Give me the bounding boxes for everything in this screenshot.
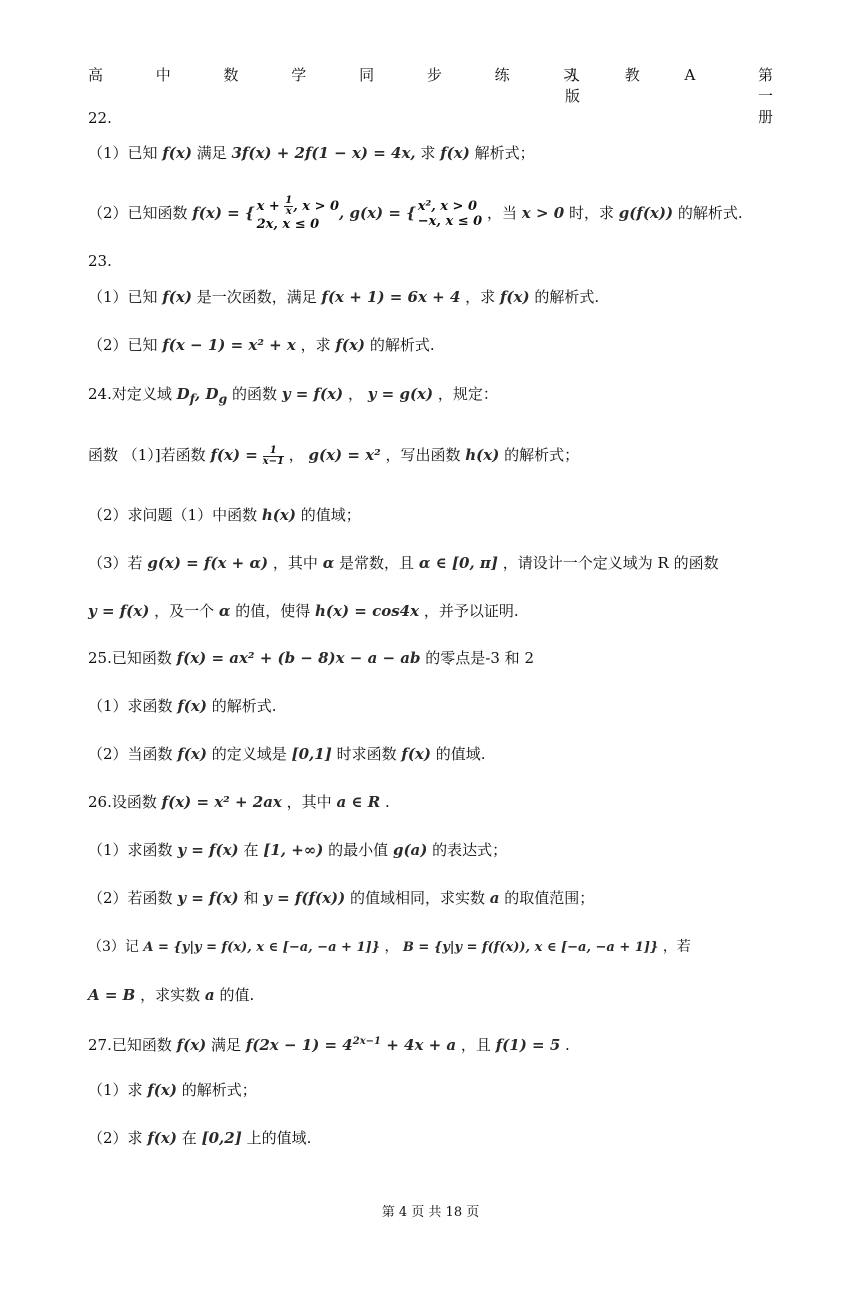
q23-p2-text-c: 的解析式.: [369, 336, 435, 354]
q26-p3-text-a: （3）记: [88, 939, 139, 955]
q26-part3: [88, 936, 691, 959]
q27-math2-tail: + 4x + a: [381, 1036, 457, 1054]
q23-p2-math-1: f(x − 1) = x² + x: [162, 336, 296, 354]
q26-intro-text-c: .: [384, 793, 390, 811]
q24-p3-text-a: （3）若: [88, 554, 143, 572]
q24-domain-sub-f: f: [189, 391, 196, 406]
q24-p3b-math-1: y = f(x): [88, 602, 150, 620]
q24-l2-frac-num: 1: [263, 446, 284, 457]
q26-p3-math-1: A = {y|y = f(x), x ∈ [−a, −a + 1]}: [143, 940, 381, 955]
q24-p2-text-a: （2）求问题（1）中函数: [88, 506, 258, 524]
q26-p1-text-d: 的表达式；: [432, 841, 508, 859]
q24-intro-math-2: y = f(x): [281, 385, 344, 403]
q27-p2-text-c: 上的值域.: [246, 1129, 312, 1147]
q26-p3-math-2: B = {y|y = f(f(x)), x ∈ [−a, −a + 1]}: [402, 940, 659, 955]
q23-number: 23.: [88, 252, 112, 270]
q24-l2-math-2: g(x) = x²: [308, 446, 381, 464]
q22-p2-text-b: ，当: [487, 204, 518, 222]
q25-part2: [88, 743, 486, 765]
q22-p2-text-c: 时，求: [568, 204, 614, 222]
q26-p2-math-2: y = f(f(x)): [263, 889, 346, 907]
q23-part2: [88, 334, 435, 356]
q24-l2-text-a: 函数 （1）]若函数: [88, 446, 206, 464]
q25-intro-math-1: f(x) = ax² + (b − 8)x − a − ab: [176, 649, 421, 667]
q26-p2-text-a: （2）若函数: [88, 889, 173, 907]
q22-number: 22.: [88, 109, 112, 127]
q26-part3-cont: [88, 984, 254, 1006]
q26-p3b-text-a: ，求实数: [140, 986, 201, 1004]
q23-p2-text-b: ，求: [300, 336, 331, 354]
q25-p2-text-a: （2）当函数: [88, 745, 173, 763]
q25-intro: [88, 647, 534, 669]
q26-intro-math-2: a ∈ R: [336, 793, 381, 811]
q24-p3-math-2: α: [322, 554, 335, 572]
q22-p1-text-c: 求: [420, 144, 436, 162]
q23-p1-text-a: （1）已知: [88, 288, 158, 306]
q26-intro-math-1: f(x) = x² + 2ax: [161, 793, 282, 811]
q26-p2-math-1: y = f(x): [177, 889, 239, 907]
q24-part3-cont: [88, 600, 519, 622]
q22-p1-math-2: 3f(x) + 2f(1 − x) = 4x,: [231, 144, 416, 162]
q22-p2-math-g: , g(x) = {: [339, 204, 416, 222]
q24-intro-text-d: ，规定：: [437, 385, 498, 403]
q27-intro-math-1: f(x): [176, 1036, 207, 1054]
q23-p1-math-1: f(x): [162, 288, 192, 306]
q26-p1-text-b: 在: [243, 841, 259, 859]
q25-intro-text-a: 25.已知函数: [88, 649, 172, 667]
q22-f-frac-num: 1: [285, 195, 293, 206]
q24-intro-text-a: 24.对定义域: [88, 385, 172, 403]
header-right: 第 一 册: [758, 66, 794, 126]
q24-l2-frac: [263, 446, 284, 467]
q27-p2-math-2: [0,2]: [201, 1129, 242, 1147]
q23-p1-math-2: f(x + 1) = 6x + 4: [321, 288, 461, 306]
q24-l2-frac-den: x−1: [262, 455, 284, 467]
q22-p2-math-4: g(f(x)): [618, 204, 674, 222]
q27-math2-base: f(2x − 1) = 4: [245, 1036, 353, 1054]
header-left: 高 中 数 学 同 步 练 习: [88, 66, 598, 84]
q22-p2-text-d: 的解析式.: [677, 204, 743, 222]
q22-p1-math-3: f(x): [440, 144, 470, 162]
q27-p1-math-1: f(x): [147, 1081, 177, 1099]
q27-p1-text-a: （1）求: [88, 1081, 143, 1099]
q26-intro-text-a: 26.设函数: [88, 793, 157, 811]
q24-p3-math-3: α ∈ [0, π]: [418, 554, 498, 572]
q24-l2-math-1: f(x) =: [210, 446, 258, 464]
q24-intro-text-c: ，: [347, 385, 363, 403]
q25-p2-math-1: f(x): [177, 745, 207, 763]
q26-p2-text-d: 的取值范围；: [504, 889, 595, 907]
page-footer: 第 4 页 共 18 页: [381, 1205, 480, 1220]
q22-part1: [88, 142, 535, 164]
q26-p3b-math-1: A = B: [88, 986, 136, 1004]
q26-p1-text-c: 的最小值: [328, 841, 389, 859]
q27-intro-text-a: 27.已知函数: [88, 1036, 172, 1054]
q25-p2-text-d: 的值域.: [435, 745, 486, 763]
q26-p3-text-c: ，若: [662, 939, 691, 955]
q26-p2-text-b: 和: [243, 889, 259, 907]
q24-l2-text-b: ，: [288, 446, 304, 464]
q24-domain-math: [176, 385, 228, 406]
q26-p1-text-a: （1）求函数: [88, 841, 173, 859]
q24-l2-math-3: h(x): [465, 446, 500, 464]
q25-p2-math-2: [0,1]: [291, 745, 332, 763]
q26-part2: [88, 887, 594, 909]
header-middle: 人 教 A 版: [565, 66, 716, 105]
q25-p1-text-a: （1）求函数: [88, 697, 173, 715]
q27-intro-math-2: [246, 1036, 456, 1054]
q25-p1-text-b: 的解析式.: [211, 697, 277, 715]
q25-p1-math-1: f(x): [177, 697, 207, 715]
q27-p2-math-1: f(x): [147, 1129, 177, 1147]
q22-f-top-b: , x > 0: [293, 199, 340, 214]
q26-p3b-text-b: 的值.: [219, 986, 255, 1004]
q23-p1-math-3: f(x): [499, 288, 530, 306]
q24-p3b-math-2: α: [218, 602, 231, 620]
q23-part1: [88, 286, 599, 308]
q24-intro: [88, 383, 498, 410]
q24-domain-d1: D: [176, 385, 190, 403]
q22-f-frac: [284, 196, 293, 217]
q26-part1: [88, 839, 507, 861]
q24-p3b-text-a: ，及一个: [154, 602, 215, 620]
q27-math2-exp: 2x−1: [352, 1036, 382, 1047]
q24-part2: [88, 504, 361, 526]
q27-part1: [88, 1079, 257, 1101]
q24-p3b-text-c: ，并予以证明.: [423, 602, 519, 620]
q22-p1-math-1: f(x): [162, 144, 192, 162]
q23-p2-text-a: （2）已知: [88, 336, 158, 354]
q24-part3: [88, 552, 719, 574]
q24-p3b-math-3: h(x) = cos4x: [315, 602, 420, 620]
q27-intro-text-d: .: [565, 1036, 570, 1054]
q25-p2-text-b: 的定义域是: [211, 745, 287, 763]
q23-p1-text-c: ，求: [465, 288, 496, 306]
q24-p3-text-d: ，请设计一个定义域为 R 的函数: [502, 554, 719, 572]
q22-p1-text-d: 解析式；: [474, 144, 535, 162]
q22-piecewise-g: [418, 199, 482, 229]
q22-g-top: x², x > 0: [417, 199, 478, 214]
q26-p1-math-3: g(a): [392, 841, 428, 859]
q24-domain-d2: , D: [195, 385, 219, 403]
q24-p2-math-1: h(x): [261, 506, 296, 524]
q26-intro: [88, 791, 390, 813]
q26-p1-math-2: [1, +∞): [263, 841, 324, 859]
q22-p2-math-f: f(x) = {: [192, 204, 255, 222]
q27-part2: [88, 1127, 311, 1149]
q27-intro-text-c: ，且: [460, 1036, 491, 1054]
q22-p2-text-a: （2）已知函数: [88, 204, 188, 222]
q26-p2-text-c: 的值域相同，求实数: [349, 889, 485, 907]
q24-domain-sub-g: g: [218, 391, 228, 406]
q22-p1-text-a: （1）已知: [88, 144, 158, 162]
q25-p2-math-3: f(x): [401, 745, 431, 763]
q27-p2-text-b: 在: [181, 1129, 197, 1147]
q27-intro: [88, 1031, 570, 1056]
q25-p2-text-c: 时求函数: [336, 745, 397, 763]
q24-intro-math-3: y = g(x): [367, 385, 434, 403]
q22-f-top-a: x +: [256, 199, 285, 214]
q22-g-bottom: −x, x ≤ 0: [417, 214, 483, 229]
q27-intro-text-b: 满足: [211, 1036, 242, 1054]
q26-p1-math-1: y = f(x): [177, 841, 239, 859]
q22-p2-math-3: x > 0: [521, 204, 565, 222]
q25-intro-text-b: 的零点是-3 和 2: [425, 649, 534, 667]
q24-l2-text-d: 的解析式；: [504, 446, 580, 464]
q27-p1-text-b: 的解析式；: [181, 1081, 257, 1099]
q27-intro-math-3: f(1) = 5: [495, 1036, 561, 1054]
q24-p3-text-c: 是常数，且: [339, 554, 415, 572]
q24-p2-text-b: 的值域；: [300, 506, 361, 524]
q27-p2-text-a: （2）求: [88, 1129, 143, 1147]
q24-p3-math-1: g(x) = f(x + α): [147, 554, 269, 572]
q26-intro-text-b: ，其中: [286, 793, 332, 811]
q24-intro-text-b: 的函数: [232, 385, 278, 403]
q24-p3-text-b: ，其中: [272, 554, 318, 572]
q24-part1: [88, 440, 579, 470]
q22-f-bottom: 2x, x ≤ 0: [256, 217, 320, 232]
q26-p3-text-b: ，: [384, 939, 399, 955]
q25-part1: [88, 695, 276, 717]
q26-p2-math-3: a: [489, 889, 500, 907]
q23-p1-text-b: 是一次函数，满足: [196, 288, 317, 306]
q24-p3b-text-b: 的值，使得: [235, 602, 311, 620]
q22-piecewise-f: [257, 196, 339, 232]
q23-p1-text-d: 的解析式.: [534, 288, 600, 306]
q22-f-frac-den: x: [285, 206, 292, 217]
q24-l2-text-c: ，写出函数: [385, 446, 461, 464]
q22-part2: [88, 196, 743, 232]
q23-p2-math-2: f(x): [335, 336, 366, 354]
q26-p3b-math-2: a: [204, 986, 215, 1004]
q22-p1-text-b: 满足: [196, 144, 227, 162]
